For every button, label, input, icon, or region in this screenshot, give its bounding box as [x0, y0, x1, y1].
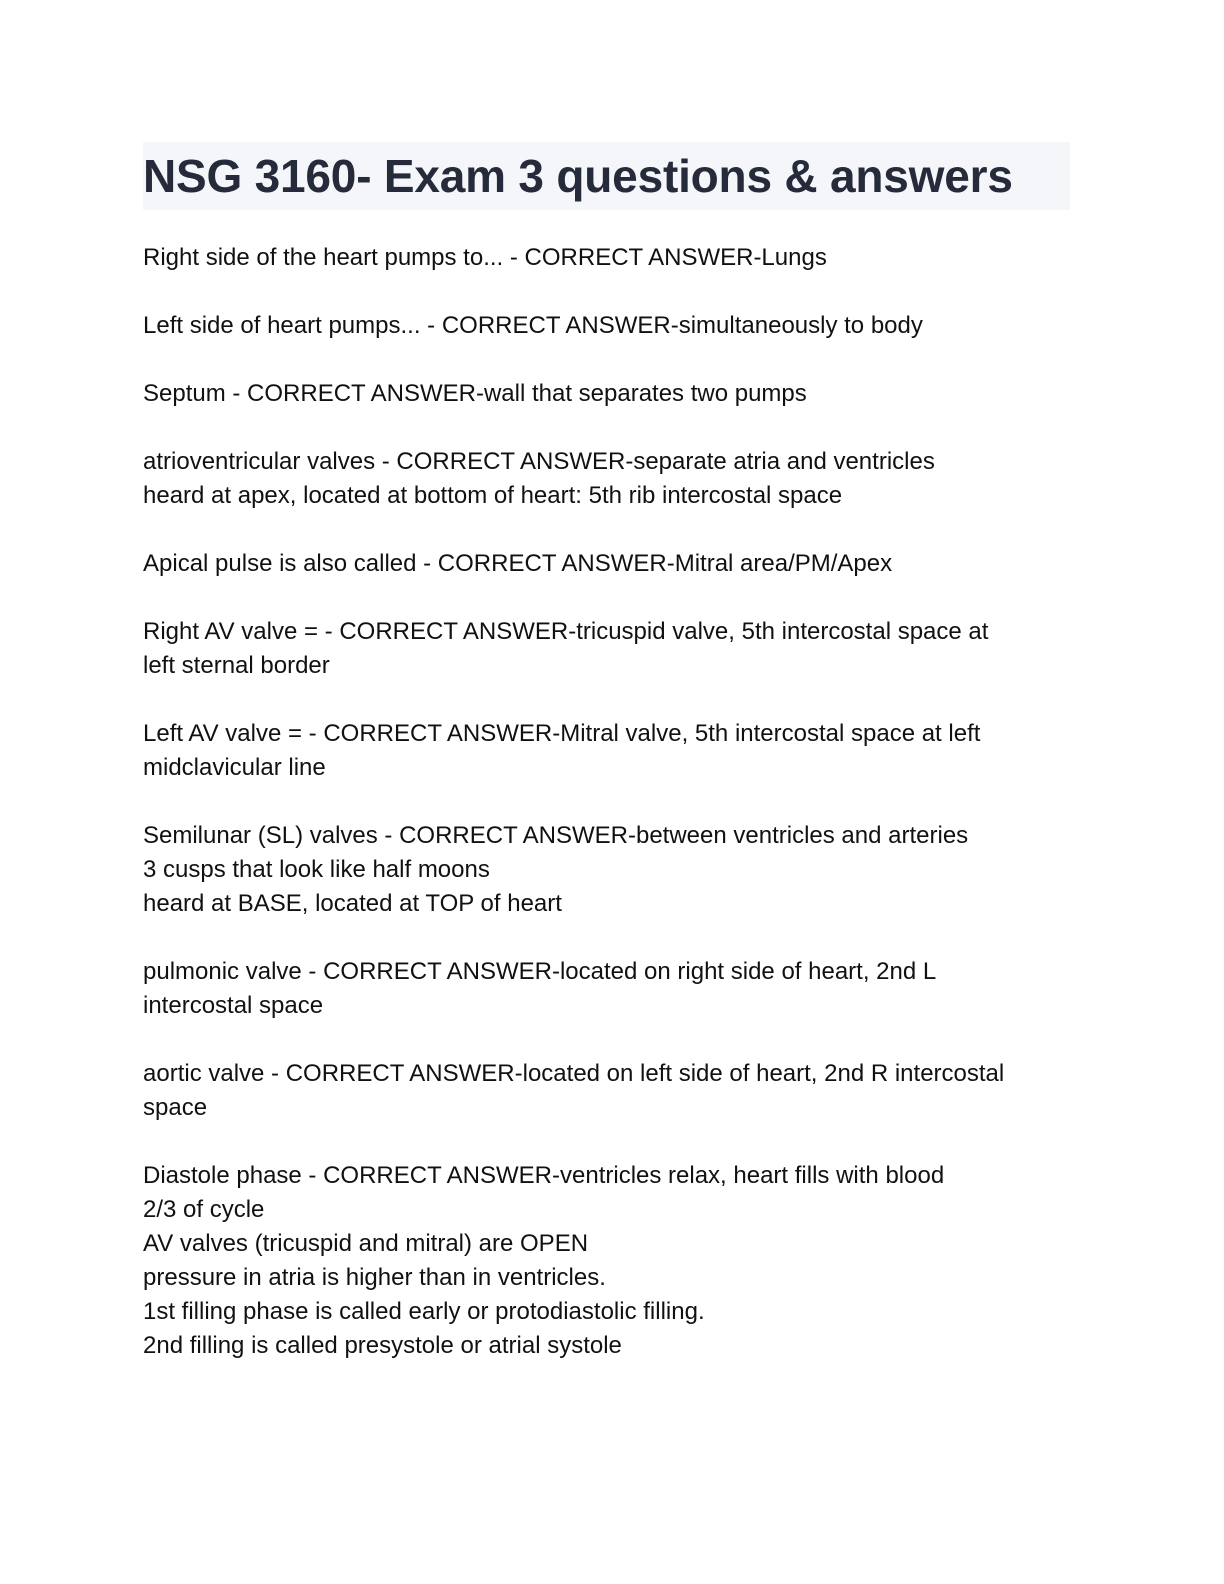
qa-line: pulmonic valve - CORRECT ANSWER-located on right side of heart, 2nd L [143, 958, 937, 985]
qa-entry [143, 377, 1070, 411]
qa-line: Left side of heart pumps... - CORRECT ANSWER-simultaneously to body [143, 312, 923, 339]
qa-entry [143, 1159, 1070, 1363]
qa-line: left sternal border [143, 652, 330, 679]
qa-line: atrioventricular valves - CORRECT ANSWER-separate atria and ventricles [143, 448, 935, 475]
document-title: NSG 3160- Exam 3 questions & answers [143, 150, 1013, 202]
qa-line: pressure in atria is higher than in ventricles. [143, 1264, 606, 1291]
qa-line: space [143, 1094, 208, 1121]
qa-line: 2/3 of cycle [143, 1196, 265, 1223]
qa-entry [143, 1057, 1070, 1125]
qa-line: aortic valve - CORRECT ANSWER-located on left side of heart, 2nd R intercostal [143, 1060, 1005, 1087]
qa-entry [143, 445, 1070, 513]
qa-line: heard at BASE, located at TOP of heart [143, 890, 562, 917]
document-page [143, 142, 1070, 1397]
qa-entry [143, 547, 1070, 581]
qa-line: Diastole phase - CORRECT ANSWER-ventricles relax, heart fills with blood [143, 1162, 945, 1189]
qa-line: Apical pulse is also called - CORRECT ANSWER-Mitral area/PM/Apex [143, 550, 893, 577]
qa-line: Right side of the heart pumps to... - CORRECT ANSWER-Lungs [143, 244, 827, 271]
qa-list [143, 241, 1070, 1363]
qa-line: 3 cusps that look like half moons [143, 856, 490, 883]
qa-line: 1st filling phase is called early or protodiastolic filling. [143, 1298, 705, 1325]
qa-line: midclavicular line [143, 754, 326, 781]
title-banner [143, 142, 1070, 210]
qa-entry [143, 819, 1070, 921]
qa-line: Right AV valve = - CORRECT ANSWER-tricuspid valve, 5th intercostal space at [143, 618, 989, 645]
qa-entry [143, 955, 1070, 1023]
qa-line: Septum - CORRECT ANSWER-wall that separates two pumps [143, 380, 807, 407]
qa-entry [143, 717, 1070, 785]
qa-line: Semilunar (SL) valves - CORRECT ANSWER-between ventricles and arteries [143, 822, 969, 849]
qa-line: heard at apex, located at bottom of heart: 5th rib intercostal space [143, 482, 843, 509]
qa-line: intercostal space [143, 992, 324, 1019]
qa-line: 2nd filling is called presystole or atrial systole [143, 1332, 622, 1359]
qa-entry [143, 241, 1070, 275]
qa-line: Left AV valve = - CORRECT ANSWER-Mitral valve, 5th intercostal space at left [143, 720, 981, 747]
qa-entry [143, 309, 1070, 343]
qa-entry [143, 615, 1070, 683]
qa-line: AV valves (tricuspid and mitral) are OPEN [143, 1230, 589, 1257]
